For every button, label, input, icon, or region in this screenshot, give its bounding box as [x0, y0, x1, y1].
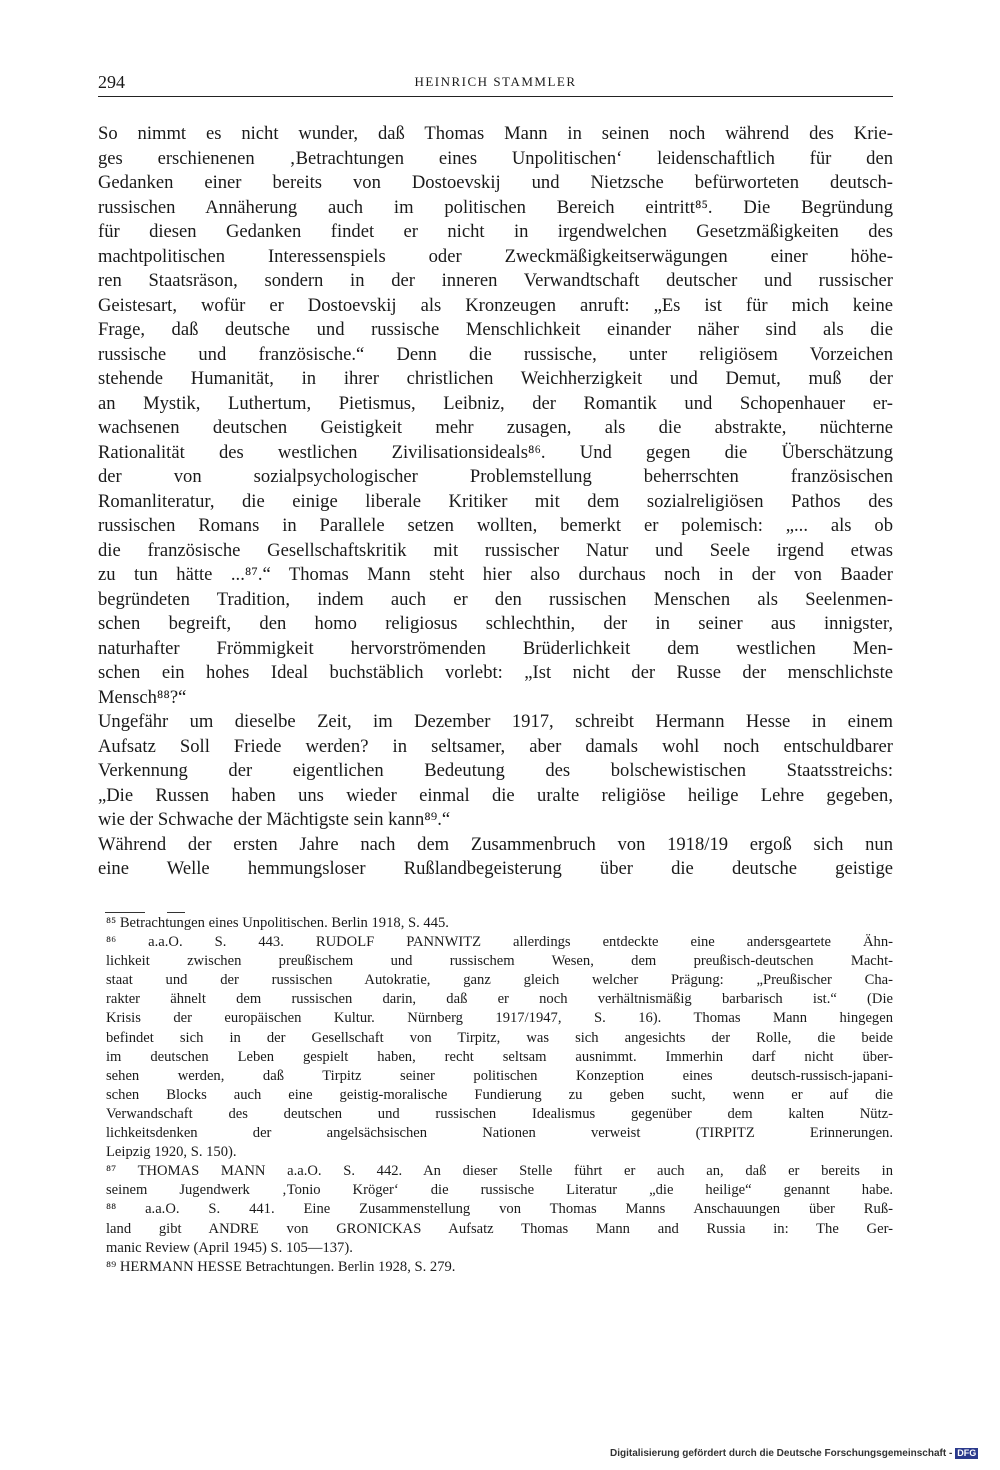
- footnote-line: Krisis der europäischen Kultur. Nürnberg 1917/1947, S. 16). Thomas Mann hingegen: [106, 1010, 893, 1027]
- footnote-line: land gibt ANDRE von GRONICKAS Aufsatz Thomas Mann and Russia in: The Ger-: [106, 1220, 893, 1237]
- footnote-line: ⁸⁷ THOMAS MANN a.a.O. S. 442. An dieser Stelle führt er auch an, daß er bereits in: [106, 1163, 893, 1180]
- body-line: So nimmt es nicht wunder, daß Thomas Mann in seinen noch während des Krie-: [98, 123, 893, 144]
- body-line: Gedanken einer bereits von Dostoevskij und Nietzsche befürworteten deutsch-: [98, 172, 893, 193]
- body-line: Geistesart, wofür er Dostoevskij als Kronzeugen anruft: „Es ist für mich keine: [98, 294, 893, 316]
- body-line: an Mystik, Luthertum, Pietismus, Leibniz, der Romantik und Schopenhauer er-: [98, 392, 893, 414]
- footnote-line: ⁸⁸ a.a.O. S. 441. Eine Zusammenstellung von Thomas Manns Anschauungen über Ruß-: [106, 1201, 893, 1218]
- running-title: HEINRICH STAMMLER: [414, 74, 577, 89]
- dfg-logo: DFG: [957, 1447, 977, 1458]
- footnote-line: lichkeitsdenken der angelsächsischen Nationen verweist (TIRPITZ Erinnerungen.: [106, 1125, 893, 1142]
- body-line: Ungefähr um dieselbe Zeit, im Dezember 1917, schreibt Hermann Hesse in einem: [98, 711, 893, 732]
- footnote-line: staat und der russischen Autokratie, ganz gleich welcher Prägung: „Preußischer Cha-: [106, 972, 893, 989]
- footnote-line: rakter ähnelt dem russischen darin, daß er noch verhältnismäßig barbarisch ist.“ (Die: [106, 991, 893, 1008]
- footnote-line: seinem Jugendwerk ‚Tonio Kröger‘ die russische Literatur „die heilige“ genannt habe.: [106, 1182, 893, 1199]
- body-line: Rationalität des westlichen Zivilisationsideals⁸⁶. Und gegen die Überschätzung: [98, 441, 893, 463]
- body-line: eine Welle hemmungsloser Rußlandbegeisterung über die deutsche geistige: [98, 858, 893, 879]
- footnote-line: Verwandschaft des deutschen und russischen Idealismus gegenüber dem kalten Nütz-: [106, 1105, 893, 1122]
- footnote-line: befindet sich in der Gesellschaft von Tirpitz, was sich angesichts der Rolle, die beide: [106, 1029, 893, 1046]
- digitization-credit: [610, 1447, 980, 1461]
- body-line: wachsenen deutschen Geistigkeit mehr zusagen, als die abstrakte, nüchterne: [98, 417, 893, 438]
- credit-text: Digitalisierung gefördert durch die Deutsche Forschungsgemeinschaft -: [610, 1448, 953, 1459]
- page-number: 294: [98, 72, 125, 92]
- footnote-line: schen Blocks auch eine geistig-moralische Fundierung zu geben sucht, wenn er auf die: [106, 1086, 893, 1103]
- body-line: Romanliteratur, die einige liberale Kritiker mit dem sozialreligiösen Pathos des: [98, 490, 893, 512]
- body-line: die französische Gesellschaftskritik mit russischer Natur und Seele irgend etwas: [98, 539, 893, 561]
- body-line: russischen Annäherung auch im politischen Bereich eintritt⁸⁵. Die Begründung: [98, 196, 893, 218]
- footnote-line: ⁸⁹ HERMANN HESSE Betrachtungen. Berlin 1928, S. 279.: [106, 1258, 456, 1275]
- body-line: für diesen Gedanken findet er nicht in irgendwelchen Gesetzmäßigkeiten des: [98, 221, 893, 242]
- body-line: machtpolitischen Interessenspiels oder Zweckmäßigkeitserwägungen einer höhe-: [98, 245, 893, 267]
- body-line: wie der Schwache der Mächtigste sein kann⁸⁹.“: [98, 809, 451, 830]
- footnote-line: ⁸⁵ Betrachtungen eines Unpolitischen. Berlin 1918, S. 445.: [106, 915, 449, 931]
- body-line: stehende Humanität, in ihrer christlichen Weichherzigkeit und Demut, muß der: [98, 368, 893, 389]
- body-line: „Die Russen haben uns wieder einmal die uralte religiöse heilige Lehre gegeben,: [98, 784, 893, 806]
- body-line: ren Staatsräson, sondern in der inneren Verwandtschaft deutscher und russischer: [98, 270, 893, 291]
- body-line: Aufsatz Soll Friede werden? in seltsamer, aber damals wohl noch entschuldbarer: [98, 735, 893, 757]
- footnote-line: lichkeit zwischen preußischem und russischem Wesen, dem preußisch-deutschen Macht-: [106, 953, 893, 970]
- body-line: Verkennung der eigentlichen Bedeutung des bolschewistischen Staatsstreichs:: [98, 760, 893, 781]
- body-line: schen ein hohes Ideal buchstäblich vorlebt: „Ist nicht der Russe der menschlichste: [98, 662, 893, 683]
- body-line: russische und französische.“ Denn die russische, unter religiösem Vorzeichen: [98, 343, 893, 365]
- body-line: der von sozialpsychologischer Problemstellung beherrschten französischen: [98, 466, 893, 487]
- footnote-line: im deutschen Leben gespielt haben, recht seltsam ausnimmt. Immerhin darf nicht über-: [106, 1048, 893, 1065]
- footnotes: [106, 914, 893, 1277]
- body-line: zu tun hätte ...⁸⁷.“ Thomas Mann steht hier also durchaus noch in der von Baader: [98, 564, 893, 585]
- footnote-separator: [105, 903, 225, 913]
- footnote-line: Leipzig 1920, S. 150).: [106, 1144, 237, 1161]
- body-line: naturhafter Frömmigkeit hervorströmenden Brüderlichkeit dem westlichen Men-: [98, 637, 893, 659]
- body-line: schen begreift, den homo religiosus schlechthin, der in seiner aus innigster,: [98, 613, 893, 634]
- body-text: [98, 122, 893, 882]
- page-header: [98, 72, 893, 97]
- body-line: Frage, daß deutsche und russische Menschlichkeit einander näher sind als die: [98, 319, 893, 340]
- footnote-line: manic Review (April 1945) S. 105—137).: [106, 1239, 353, 1256]
- body-line: russischen Romans in Parallele setzen wollten, bemerkt er polemisch: „... als ob: [98, 515, 893, 536]
- body-line: Während der ersten Jahre nach dem Zusammenbruch von 1918/19 ergoß sich nun: [98, 833, 893, 855]
- body-line: Mensch⁸⁸?“: [98, 686, 187, 708]
- body-line: begründeten Tradition, indem auch er den russischen Menschen als Seelenmen-: [98, 588, 893, 610]
- body-line: ges erschienenen ‚Betrachtungen eines Unpolitischen‘ leidenschaftlich für den: [98, 147, 893, 169]
- footnote-line: sehen werden, daß Tirpitz seiner politischen Konzeption eines deutsch-russisch-japani-: [106, 1067, 893, 1084]
- footnote-line: ⁸⁶ a.a.O. S. 443. RUDOLF PANNWITZ allerdings entdeckte eine andersgeartete Ähn-: [106, 934, 893, 951]
